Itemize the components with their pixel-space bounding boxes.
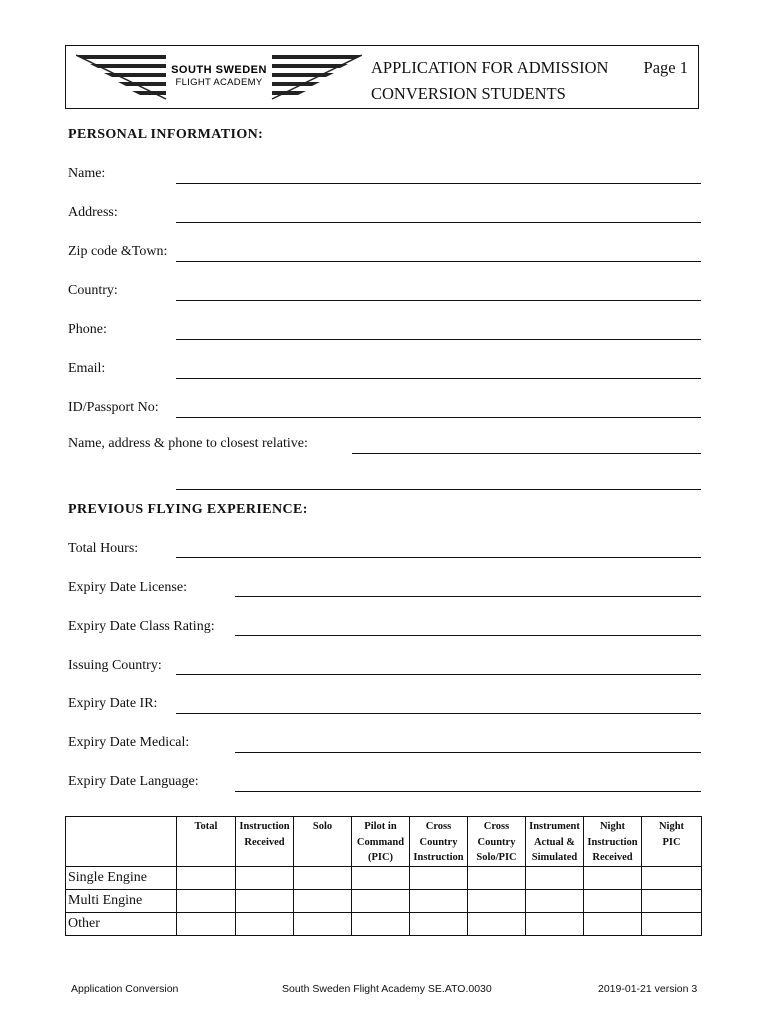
issuing-country-label: Issuing Country:	[68, 658, 162, 673]
table-cell[interactable]	[236, 912, 294, 935]
table-cell[interactable]	[177, 912, 236, 935]
column-header: Total	[177, 817, 236, 867]
wings-logo-icon	[76, 52, 362, 102]
license-expiry-field[interactable]	[235, 596, 701, 597]
address-label: Address:	[68, 205, 118, 220]
table-header-row	[66, 817, 702, 867]
table-cell[interactable]	[468, 889, 526, 912]
column-header: Cross Country Instruction	[410, 817, 468, 867]
language-expiry-label: Expiry Date Language:	[68, 774, 199, 789]
address-field[interactable]	[176, 222, 701, 223]
ir-expiry-field[interactable]	[176, 713, 701, 714]
license-expiry-label: Expiry Date License:	[68, 580, 187, 595]
country-field[interactable]	[176, 300, 701, 301]
table-row	[66, 912, 702, 935]
table-cell[interactable]	[584, 889, 642, 912]
name-field[interactable]	[176, 183, 701, 184]
document-header	[65, 45, 699, 109]
table-cell[interactable]	[177, 866, 236, 889]
table-cell[interactable]	[584, 866, 642, 889]
total-hours-label: Total Hours:	[68, 541, 139, 556]
relative-field-line2[interactable]	[176, 489, 701, 490]
ir-expiry-label: Expiry Date IR:	[68, 696, 158, 711]
form-subtitle: CONVERSION STUDENTS	[371, 84, 566, 103]
table-cell[interactable]	[410, 912, 468, 935]
table-cell[interactable]	[236, 889, 294, 912]
zip-town-label: Zip code &Town:	[68, 244, 168, 259]
logo-line1: SOUTH SWEDEN	[171, 64, 267, 76]
table-cell[interactable]	[642, 866, 702, 889]
table-cell[interactable]	[468, 912, 526, 935]
column-header: Night PIC	[642, 817, 702, 867]
column-header: Cross Country Solo/PIC	[468, 817, 526, 867]
table-cell[interactable]	[526, 912, 584, 935]
table-cell[interactable]	[294, 889, 352, 912]
table-cell[interactable]	[468, 866, 526, 889]
form-title: APPLICATION FOR ADMISSION	[371, 58, 609, 77]
total-hours-field[interactable]	[176, 557, 701, 558]
row-label: Multi Engine	[66, 889, 177, 912]
table-cell[interactable]	[352, 866, 410, 889]
table-cell[interactable]	[642, 889, 702, 912]
relative-field[interactable]	[352, 453, 701, 454]
class-rating-expiry-field[interactable]	[235, 635, 701, 636]
zip-town-field[interactable]	[176, 261, 701, 262]
row-label: Other	[66, 912, 177, 935]
email-field[interactable]	[176, 378, 701, 379]
table-cell[interactable]	[236, 866, 294, 889]
relative-label: Name, address & phone to closest relative:	[68, 436, 308, 451]
phone-label: Phone:	[68, 322, 107, 337]
column-header: Night Instruction Received	[584, 817, 642, 867]
page-number: Page 1	[643, 58, 688, 77]
flying-experience-heading: PREVIOUS FLYING EXPERIENCE:	[68, 502, 308, 517]
country-label: Country:	[68, 283, 118, 298]
table-row	[66, 889, 702, 912]
footer-document-name: Application Conversion	[71, 983, 179, 995]
language-expiry-field[interactable]	[235, 791, 701, 792]
row-label: Single Engine	[66, 866, 177, 889]
logo-line2: FLIGHT ACADEMY	[175, 77, 263, 88]
table-cell[interactable]	[642, 912, 702, 935]
class-rating-expiry-label: Expiry Date Class Rating:	[68, 619, 215, 634]
corner-header	[66, 817, 177, 867]
column-header: Instruction Received	[236, 817, 294, 867]
column-header: Instrument Actual & Simulated	[526, 817, 584, 867]
medical-expiry-field[interactable]	[235, 752, 701, 753]
table-row	[66, 866, 702, 889]
personal-info-heading: PERSONAL INFORMATION:	[68, 127, 264, 142]
table-cell[interactable]	[410, 866, 468, 889]
table-cell[interactable]	[584, 912, 642, 935]
table-cell[interactable]	[526, 866, 584, 889]
column-header: Pilot in Command (PIC)	[352, 817, 410, 867]
name-label: Name:	[68, 166, 106, 181]
table-cell[interactable]	[410, 889, 468, 912]
issuing-country-field[interactable]	[176, 674, 701, 675]
table-cell[interactable]	[352, 912, 410, 935]
passport-label: ID/Passport No:	[68, 400, 159, 415]
phone-field[interactable]	[176, 339, 701, 340]
table-cell[interactable]	[294, 912, 352, 935]
passport-field[interactable]	[176, 417, 701, 418]
flight-hours-table	[65, 816, 702, 936]
table-cell[interactable]	[294, 866, 352, 889]
medical-expiry-label: Expiry Date Medical:	[68, 735, 190, 750]
footer-organization: South Sweden Flight Academy SE.ATO.0030	[282, 983, 492, 995]
table-cell[interactable]	[526, 889, 584, 912]
email-label: Email:	[68, 361, 106, 376]
table-cell[interactable]	[352, 889, 410, 912]
column-header: Solo	[294, 817, 352, 867]
footer-version: 2019-01-21 version 3	[598, 983, 698, 995]
table-cell[interactable]	[177, 889, 236, 912]
